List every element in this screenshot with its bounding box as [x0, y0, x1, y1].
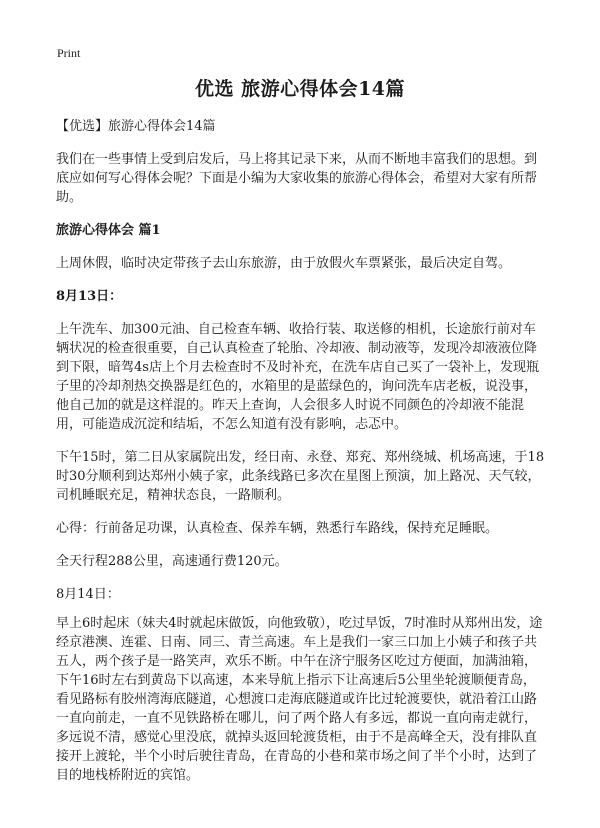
- paragraph-2: 上午洗车、加300元油、自己检查车辆、收拾行装、取送修的相机，长途旅行前对车辆状况的检查很重要，自己认真检查了轮胎、冷却液、制动液等，发现冷却液液位降到下限，暗驾4s店上个月去检查时不及时补充，在洗车店自己买了一袋补上，发现瓶子里的冷却剂热交换器是红色的，水箱里的是蓝绿色的，询问洗车店老板，说没事，他自己加的就是这样混的。昨天上查询，人会很多人时说不同颜色的冷却液不能混用，可能造成沉淀和结垢，不怎么知道有没有影响，忐忑中。: [56, 322, 539, 432]
- section-heading: 旅游心得体会 篇1: [56, 223, 161, 238]
- document-body: [56, 117, 548, 799]
- paragraph-6: 早上6时起床（妹夫4时就起床做饭，向他致敬），吃过早饭，7时准时从郑州出发，途经京港澳、连霍、日南、同三、青兰高速。车上是我们一家三口加上小姨子和孩子共五人，两个孩子是一路笑声，欢乐不断。中午在济宁服务区吃过方便面，加满油箱，下午16时左右到黄岛下以高速，本来导航上指示下让高速后5公里坐轮渡顺便青岛，看见路标有胶州湾海底隧道，心想渡口走海底隧道或许比过轮渡要快，就沿着江山路一直向前走，一直不见铁路桥在哪儿，问了两个路人有多远，都说一直向南走就行，多远说不清，感觉心里没底，就掉头返回轮渡货柜，由于不是高峰全天，没有排队直接开上渡轮，半个小时后驶往青岛，在青岛的小巷和菜市场之间了半个小时，达到了目的地栈桥附近的宾馆。: [56, 616, 543, 783]
- document-subtitle: 【优选】旅游心得体会14篇: [56, 119, 216, 134]
- paragraph-5: 全天行程288公里，高速通行费120元。: [56, 554, 288, 569]
- date-heading-aug13: 8月13日：: [56, 289, 123, 304]
- paragraph-1: 上周休假，临时决定带孩子去山东旅游，由于放假火车票紧张，最后决定自驾。: [56, 256, 512, 271]
- page-title: 优选 旅游心得体会14篇: [194, 78, 406, 100]
- paragraph-3: 下午15时，第二日从家属院出发，经日南、永登、郑兖、郑州绕城、机场高速，于18时30分顺利到达郑州小姨子家，此条线路已多次在星图上预演，加上路况、天气较，司机睡眠充足，精神状态良，一路顺利。: [56, 450, 545, 503]
- intro-paragraph: 我们在一些事情上受到启发后，马上将其记录下来，从而不断地丰富我们的思想。到底应如何写心得体会呢？下面是小编为大家收集的旅游心得体会，希望对大家有所帮助。: [56, 152, 538, 205]
- paragraph-4: 心得：行前备足功课，认真检查、保养车辆，熟悉行车路线，保持充足睡眠。: [56, 521, 499, 536]
- date-heading-aug14: 8月14日：: [56, 587, 120, 602]
- print-link[interactable]: Print: [57, 46, 81, 60]
